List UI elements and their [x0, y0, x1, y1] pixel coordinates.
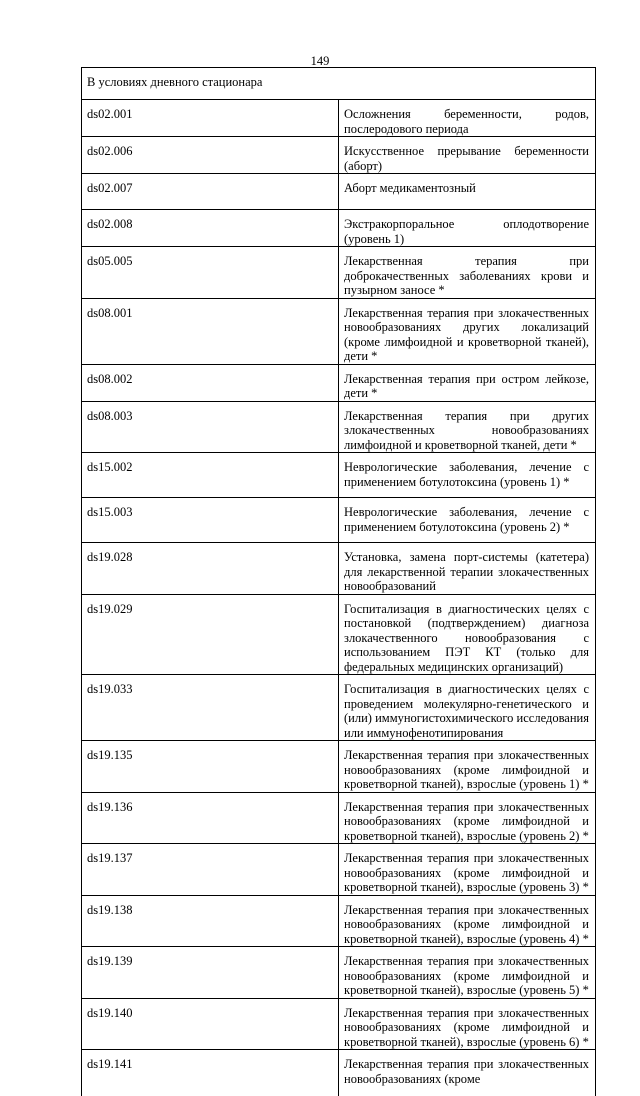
- row-description: Госпитализация в диагностических целях с постановкой (подтверждением) диагноза злокачественного новообразования с использованием ПЭТ КТ (только для федеральных медицинских организаций): [339, 594, 596, 675]
- row-description: Лекарственная терапия при злокачественных новообразованиях других локализаций (кроме лимфоидной и кроветворной тканей), дети *: [339, 298, 596, 364]
- row-code: ds05.005: [82, 247, 339, 299]
- table-row: [82, 174, 596, 210]
- row-description: Лекарственная терапия при доброкачественных заболеваниях крови и пузырном заносе *: [339, 247, 596, 299]
- section-header-row: [82, 68, 596, 100]
- row-description: Осложнения беременности, родов, послеродового периода: [339, 100, 596, 137]
- table-row: [82, 401, 596, 453]
- row-code: ds19.135: [82, 741, 339, 793]
- table-row: [82, 100, 596, 137]
- row-code: ds19.139: [82, 947, 339, 999]
- section-header: В условиях дневного стационара: [82, 68, 596, 100]
- table-row: [82, 1050, 596, 1096]
- row-description: Лекарственная терапия при злокачественных новообразованиях (кроме лимфоидной и кроветворной тканей), взрослые (уровень 3) *: [339, 844, 596, 896]
- row-description: Лекарственная терапия при других злокачественных новообразованиях лимфоидной и кроветворной тканей, дети *: [339, 401, 596, 453]
- row-description: Лекарственная терапия при злокачественных новообразованиях (кроме: [339, 1050, 596, 1096]
- table-row: [82, 741, 596, 793]
- row-description: Лекарственная терапия при злокачественных новообразованиях (кроме лимфоидной и кроветворной тканей), взрослые (уровень 5) *: [339, 947, 596, 999]
- row-code: ds08.003: [82, 401, 339, 453]
- row-code: ds02.006: [82, 137, 339, 174]
- row-code: ds19.136: [82, 792, 339, 844]
- table-row: [82, 792, 596, 844]
- row-code: ds19.137: [82, 844, 339, 896]
- row-code: ds19.033: [82, 675, 339, 741]
- row-code: ds15.002: [82, 453, 339, 498]
- table-row: [82, 675, 596, 741]
- table-row: [82, 247, 596, 299]
- row-description: Лекарственная терапия при злокачественных новообразованиях (кроме лимфоидной и кроветворной тканей), взрослые (уровень 6) *: [339, 998, 596, 1050]
- table-row: [82, 453, 596, 498]
- row-code: ds19.141: [82, 1050, 339, 1096]
- row-description: Экстракорпоральное оплодотворение (уровень 1): [339, 210, 596, 247]
- row-description: Неврологические заболевания, лечение с применением ботулотоксина (уровень 2) *: [339, 498, 596, 543]
- table-row: [82, 137, 596, 174]
- row-code: ds19.028: [82, 543, 339, 595]
- row-description: Лекарственная терапия при злокачественных новообразованиях (кроме лимфоидной и кроветворной тканей), взрослые (уровень 1) *: [339, 741, 596, 793]
- table-row: [82, 210, 596, 247]
- row-code: ds08.001: [82, 298, 339, 364]
- row-code: ds15.003: [82, 498, 339, 543]
- row-code: ds02.007: [82, 174, 339, 210]
- row-description: Искусственное прерывание беременности (аборт): [339, 137, 596, 174]
- row-code: ds08.002: [82, 364, 339, 401]
- table-row: [82, 594, 596, 675]
- row-code: ds19.138: [82, 895, 339, 947]
- table-row: [82, 947, 596, 999]
- page-number: 149: [310, 54, 330, 68]
- table-row: [82, 298, 596, 364]
- table-row: [82, 895, 596, 947]
- row-code: ds19.140: [82, 998, 339, 1050]
- table-row: [82, 543, 596, 595]
- table-row: [82, 998, 596, 1050]
- row-code: ds02.001: [82, 100, 339, 137]
- tariff-codes-table: [81, 67, 596, 1096]
- row-description: Лекарственная терапия при злокачественных новообразованиях (кроме лимфоидной и кроветворной тканей), взрослые (уровень 2) *: [339, 792, 596, 844]
- row-description: Аборт медикаментозный: [339, 174, 596, 210]
- row-code: ds02.008: [82, 210, 339, 247]
- table-row: [82, 364, 596, 401]
- row-code: ds19.029: [82, 594, 339, 675]
- row-description: Установка, замена порт-системы (катетера) для лекарственной терапии злокачественных новообразований: [339, 543, 596, 595]
- table-row: [82, 844, 596, 896]
- row-description: Госпитализация в диагностических целях с проведением молекулярно-генетического и (или) иммуногистохимического исследования или иммунофенотипирования: [339, 675, 596, 741]
- row-description: Неврологические заболевания, лечение с применением ботулотоксина (уровень 1) *: [339, 453, 596, 498]
- row-description: Лекарственная терапия при остром лейкозе, дети *: [339, 364, 596, 401]
- row-description: Лекарственная терапия при злокачественных новообразованиях (кроме лимфоидной и кроветворной тканей), взрослые (уровень 4) *: [339, 895, 596, 947]
- table-row: [82, 498, 596, 543]
